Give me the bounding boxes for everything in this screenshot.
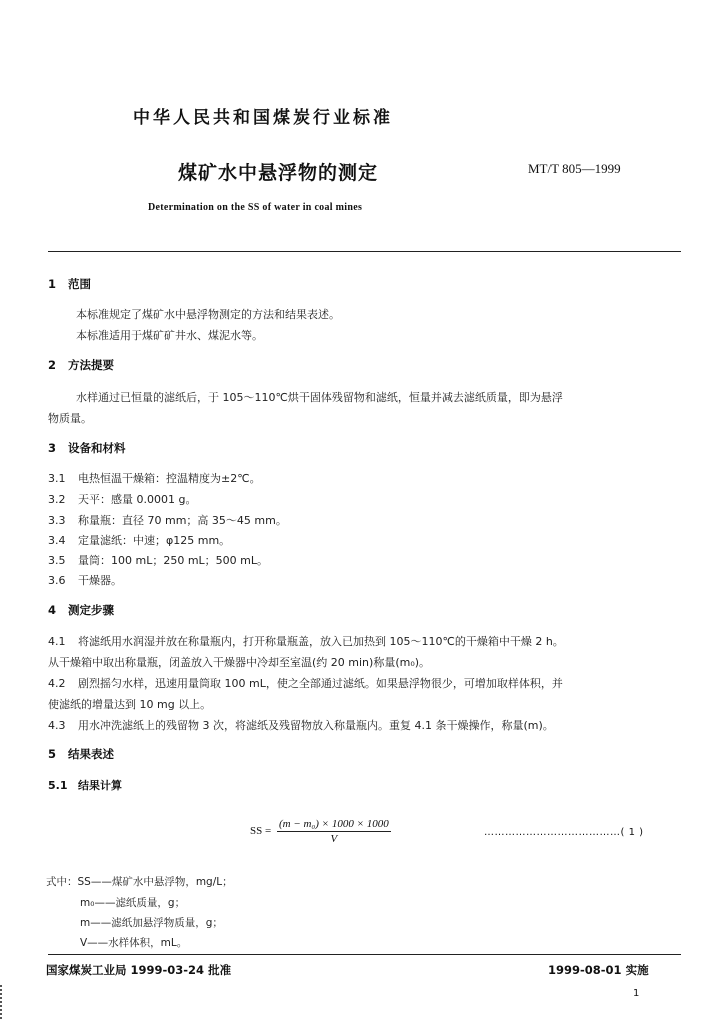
item-text: 将滤纸用水润湿并放在称量瓶内，打开称量瓶盖，放入已加热到 105～110℃的干燥箱中干燥 2 h。 [78,635,564,648]
footer-divider [48,954,681,955]
list-item [48,572,122,588]
list-item [48,552,268,568]
item-text: 量筒：100 mL；250 mL；500 mL。 [78,554,269,567]
section-number: 2 [48,358,57,372]
list-item [48,532,230,548]
section-title: 方法提要 [68,358,114,372]
list-item [48,491,196,507]
definition-line: m₀——滤纸质量，g； [80,897,186,909]
subsection-title: 结果计算 [78,779,122,792]
document-title: 煤矿水中悬浮物的测定 [178,162,379,184]
item-number: 3.5 [48,554,66,567]
definition-line: V——水样体积，mL。 [80,937,188,949]
section-number: 3 [48,441,57,455]
paragraph: 本标准适用于煤矿矿井水、煤泥水等。 [76,329,263,342]
formula-lhs: SS = [250,825,272,838]
formula-numerator: (m − m₀) × 1000 × 1000 [278,818,389,830]
list-item [48,512,287,528]
section-number: 5 [48,747,57,761]
item-number: 3.3 [48,514,66,527]
formula-fraction [277,818,391,845]
publisher-heading: 中华人民共和国煤炭行业标准 [133,108,393,128]
section-title: 设备和材料 [68,441,126,455]
section-heading-4 [48,602,114,618]
header-divider [48,251,681,252]
step-item [48,675,563,691]
item-number: 3.4 [48,534,66,547]
section-number: 1 [48,277,57,291]
item-text: 称量瓶：直径 70 mm；高 35～45 mm。 [78,514,287,527]
item-text: 天平：感量 0.0001 g。 [78,493,197,506]
equation-number: ( 1 ) [620,827,644,838]
list-item [48,470,261,486]
step-item [48,717,554,733]
leader-dots: ………………………………… [484,827,621,838]
item-text: 剧烈摇匀水样，迅速用量筒取 100 mL，使之全部通过滤纸。如果悬浮物很少，可增加取样体积，并 [78,677,563,690]
subsection-heading [48,777,122,793]
item-text: 电热恒温干燥箱：控温精度为±2℃。 [78,472,261,485]
formula [250,818,391,845]
definition-line: m——滤纸加悬浮物质量，g； [80,917,223,929]
approval-date: 国家煤炭工业局 1999-03-24 批准 [46,963,232,977]
item-number: 4.3 [48,719,66,732]
item-number: 4.1 [48,635,66,648]
definition-line: 式中：SS——煤矿水中悬浮物，mg/L； [46,876,233,888]
paragraph: 水样通过已恒量的滤纸后，于 105～110℃烘干固体残留物和滤纸，恒量并减去滤纸质量，即为悬浮 [76,391,563,404]
section-number: 4 [48,603,57,617]
item-number: 3.2 [48,493,66,506]
section-title: 范围 [68,277,91,291]
item-text: 定量滤纸：中速；φ125 mm。 [78,534,231,547]
section-title: 测定步骤 [68,603,114,617]
section-heading-2 [48,357,114,373]
subsection-number: 5.1 [48,779,68,792]
section-heading-1 [48,276,91,292]
paragraph: 本标准规定了煤矿水中悬浮物测定的方法和结果表述。 [76,308,340,321]
formula-leader [484,827,644,838]
section-title: 结果表述 [68,747,114,761]
page-number: 1 [633,988,640,999]
effective-date: 1999-08-01 实施 [548,963,649,977]
section-heading-5 [48,746,114,762]
step-continuation: 使滤纸的增量达到 10 mg 以上。 [48,698,212,711]
item-number: 3.1 [48,472,66,485]
item-number: 4.2 [48,677,66,690]
section-heading-3 [48,440,126,456]
standard-code: MT/T 805—1999 [528,161,621,176]
paragraph-continuation: 物质量。 [48,412,92,425]
step-item [48,633,564,649]
binding-marks [0,985,5,1019]
formula-denominator: V [330,833,338,845]
english-title: Determination on the SS of water in coal mines [148,202,363,213]
item-text: 用水冲洗滤纸上的残留物 3 次，将滤纸及残留物放入称量瓶内。重复 4.1 条干燥操作，称量(m)。 [78,719,554,732]
item-number: 3.6 [48,574,66,587]
item-text: 干燥器。 [78,574,122,587]
step-continuation: 从干燥箱中取出称量瓶，闭盖放入干燥器中冷却至室温(约 20 min)称量(m₀)。 [48,656,431,669]
